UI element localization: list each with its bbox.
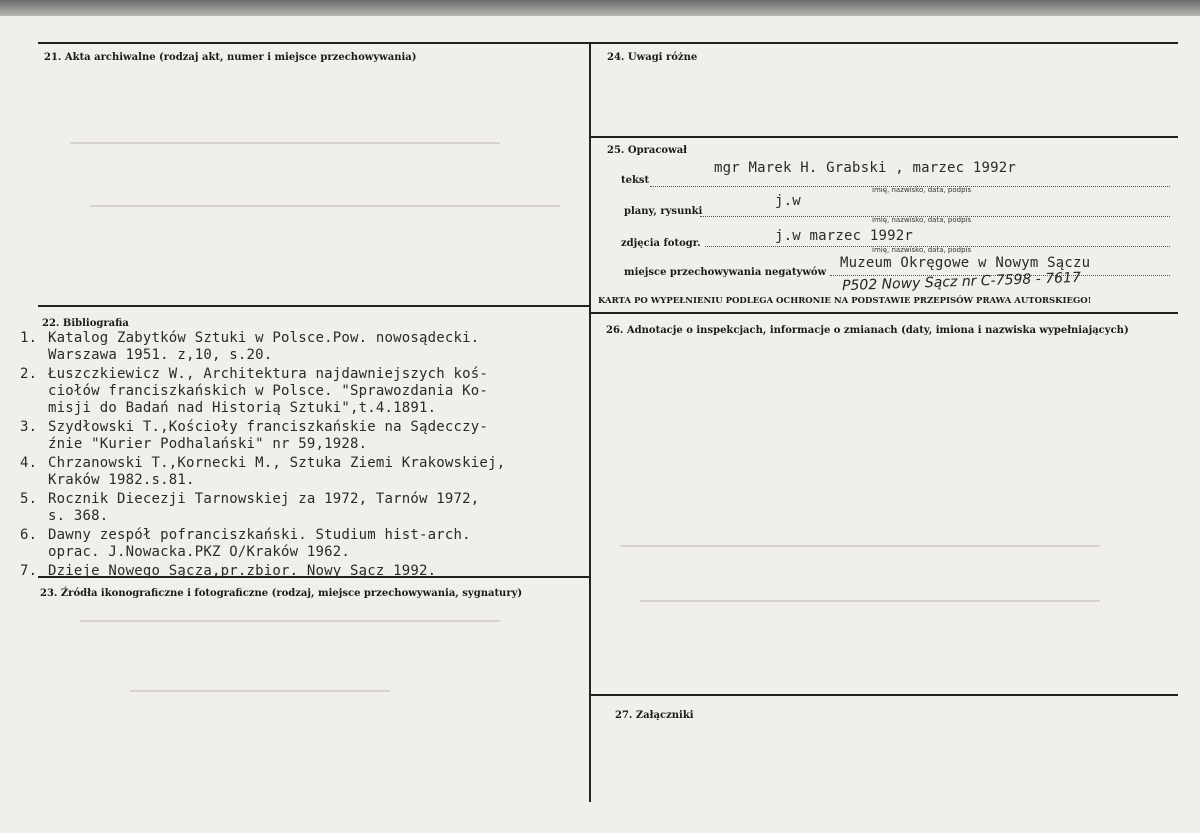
bleed-through-line [620, 545, 1100, 547]
plany-caption: imię, nazwisko, data, podpis [872, 216, 972, 224]
bibliography-line: Kraków 1982.s.81. [48, 472, 195, 488]
bibliography-number: 4. [20, 455, 38, 471]
bibliography-number: 3. [20, 419, 38, 435]
zdjecia-label: zdjęcia fotogr. [621, 238, 701, 249]
bibliography-number: 5. [20, 491, 38, 507]
bleed-through-line [90, 205, 560, 207]
bibliography-line: misji do Badań nad Historią Sztuki",t.4.1891. [48, 400, 437, 416]
zdjecia-value: j.w marzec 1992r [775, 228, 914, 244]
bibliography-line: źnie "Kurier Podhalański" nr 59,1928. [48, 436, 368, 452]
bibliography-item [20, 330, 505, 364]
bibliography-line: Rocznik Diecezji Tarnowskiej za 1972, Tarnów 1972, [48, 491, 480, 507]
frame-top-line [38, 42, 1178, 44]
bibliography-line: Łuszczkiewicz W., Architektura najdawniejszych koś- [48, 366, 489, 382]
divider-26-27 [590, 694, 1178, 696]
section-26-label: 26. Adnotacje o inspekcjach, informacje o zmianach (daty, imiona i nazwiska wypełniających) [606, 325, 1129, 336]
frame-center-divider [589, 42, 591, 802]
scan-top-edge [0, 0, 1200, 16]
divider-24-25 [590, 136, 1178, 138]
bibliography-line: Dawny zespół pofranciszkański. Studium hist-arch. [48, 527, 471, 543]
bibliography-item [20, 527, 505, 561]
bibliography-item [20, 419, 505, 453]
bibliography-number: 7. [20, 563, 38, 579]
bleed-through-line [130, 690, 390, 692]
plany-label: plany, rysunki [624, 206, 703, 217]
divider-21-22 [38, 305, 590, 307]
negatywy-value: Muzeum Okręgowe w Nowym Sączu [840, 255, 1091, 271]
bibliography-number: 1. [20, 330, 38, 346]
bibliography-item [20, 366, 505, 417]
bibliography-number: 6. [20, 527, 38, 543]
tekst-caption: imię, nazwisko, data, podpis [872, 186, 972, 194]
plany-value: j.w [775, 193, 801, 209]
bibliography-line: s. 368. [48, 508, 109, 524]
bibliography-list [20, 330, 505, 580]
section-25-label: 25. Opracował [607, 145, 688, 156]
bibliography-text [48, 455, 505, 489]
bibliography-item [20, 563, 505, 580]
bibliography-line: ciołów franciszkańskich w Polsce. "Sprawozdania Ko- [48, 383, 489, 399]
section-21-label: 21. Akta archiwalne (rodzaj akt, numer i miejsce przechowywania) [44, 52, 417, 63]
bibliography-line: oprac. J.Nowacka.PKZ O/Kraków 1962. [48, 544, 351, 560]
zdjecia-caption: imię, nazwisko, data, podpis [872, 246, 972, 254]
bibliography-number: 2. [20, 366, 38, 382]
bibliography-line: Warszawa 1951. z,10, s.20. [48, 347, 273, 363]
bibliography-text [48, 563, 436, 580]
copyright-note: KARTA PO WYPEŁNIENIU PODLEGA OCHRONIE NA PODSTAWIE PRZEPISÓW PRAWA AUTORSKIEGO! [598, 296, 1092, 306]
tekst-value: mgr Marek H. Grabski , marzec 1992r [714, 160, 1017, 176]
tekst-label: tekst [621, 175, 650, 186]
bibliography-line: Dzieje Nowego Sącza,pr.zbior. Nowy Sącz 1992. [48, 563, 437, 579]
negatywy-label: miejsce przechowywania negatywów [624, 267, 827, 278]
bibliography-text [48, 330, 479, 364]
handwritten-note: P502 Nowy Sącz nr C-7598 - 7617 [841, 269, 1082, 295]
bibliography-text [48, 527, 471, 561]
bibliography-text [48, 491, 479, 525]
section-24-label: 24. Uwagi różne [607, 52, 698, 63]
bleed-through-line [70, 142, 500, 144]
divider-25-26 [590, 312, 1178, 314]
bleed-through-line [80, 620, 500, 622]
section-23-label: 23. Źródła ikonograficzne i fotograficzne (rodzaj, miejsce przechowywania, sygnatury) [40, 588, 523, 599]
bibliography-line: Szydłowski T.,Kościoły franciszkańskie na Sądecczy- [48, 419, 489, 435]
section-27-label: 27. Załączniki [615, 710, 694, 721]
bibliography-item [20, 455, 505, 489]
bibliography-line: Katalog Zabytków Sztuki w Polsce.Pow. nowosądecki. [48, 330, 480, 346]
section-22-label: 22. Bibliografia [42, 318, 129, 329]
bibliography-text [48, 366, 488, 417]
bibliography-item [20, 491, 505, 525]
bleed-through-line [640, 600, 1100, 602]
bibliography-line: Chrzanowski T.,Kornecki M., Sztuka Ziemi Krakowskiej, [48, 455, 506, 471]
bibliography-text [48, 419, 488, 453]
